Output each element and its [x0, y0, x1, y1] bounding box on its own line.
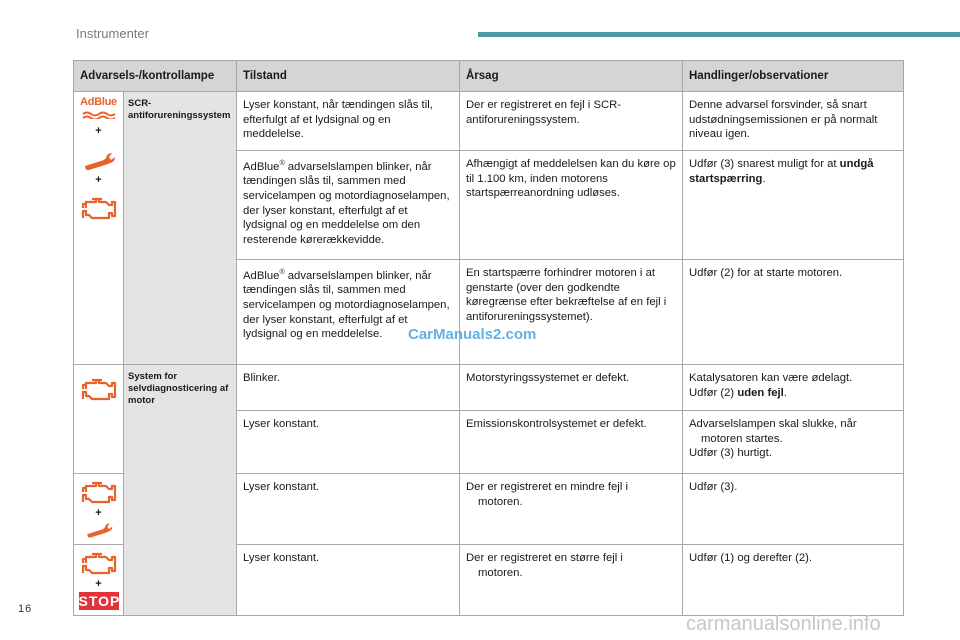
section-title: Instrumenter	[76, 26, 149, 41]
major-fault-icons-cell	[74, 545, 124, 616]
page-number: 16	[18, 603, 33, 615]
cell-arsag: En startspærre forhindrer motoren i at genstarte (over den godkendte køregrænse efter bekræftelse af en fejl i antiforureningssystemet).	[460, 260, 683, 365]
col-header-tilstand: Tilstand	[237, 61, 460, 92]
wrench-icon	[82, 149, 116, 173]
cell-tilstand: AdBlue® advarselslampen blinker, når tændingen slås til, sammen med servicelampen og motordiagnoselampen, der lyser konstant, efterfulgt af et lydsignal og en meddelelse om den resterende kørerækkevidde.	[237, 150, 460, 259]
engine-icon	[81, 480, 117, 506]
stop-icon: STOP	[78, 593, 121, 609]
cell-handling: Katalysatoren kan være ødelagt. Udfør (2) uden fejl.	[683, 365, 904, 411]
cell-handling: Udfør (1) og derefter (2).	[683, 545, 904, 616]
lamp-name-diag: System for selvdiagnosticering af motor	[124, 365, 237, 616]
col-header-lampe: Advarsels-/kontrollampe	[74, 61, 237, 92]
table-row	[74, 92, 904, 151]
cell-arsag: Motorstyringssystemet er defekt.	[460, 365, 683, 411]
cell-tilstand: Lyser konstant.	[237, 411, 460, 474]
cell-handling: Udfør (3) snarest muligt for at undgå startspærring.	[683, 150, 904, 259]
engine-icon	[81, 196, 117, 222]
cell-tilstand: Lyser konstant, når tændingen slås til, efterfulgt af et lydsignal og en meddelelse.	[237, 92, 460, 151]
cell-handling: Udfør (3).	[683, 474, 904, 545]
cell-handling: Udfør (2) for at starte motoren.	[683, 260, 904, 365]
engine-icon	[81, 377, 117, 403]
plus-sign: +	[95, 173, 102, 186]
cell-handling: Advarselslampen skal slukke, når motoren startes. Udfør (3) hurtigt.	[683, 411, 904, 474]
cell-arsag: Der er registreret en mindre fejl i motoren.	[460, 474, 683, 545]
plus-sign: +	[95, 578, 102, 590]
cell-tilstand: AdBlue® advarselslampen blinker, når tændingen slås til, sammen med servicelampen og motordiagnoselampen, der lyser konstant, efterfulgt af et lydsignal og en meddelelse.	[237, 260, 460, 365]
cell-handling: Denne advarsel forsvinder, så snart udstødningsemissionen er på normalt niveau igen.	[683, 92, 904, 151]
plus-sign: +	[95, 507, 102, 519]
minor-fault-icons-cell	[74, 474, 124, 545]
plus-sign: +	[95, 124, 102, 137]
diag-icons-cell	[74, 365, 124, 474]
engine-icon	[81, 551, 117, 577]
col-header-handlinger: Handlinger/observationer	[683, 61, 904, 92]
adblue-icon: AdBlue	[77, 96, 121, 124]
header-accent-bar	[478, 32, 960, 37]
table-header-row	[74, 61, 904, 92]
lamp-name-scr: SCR-antiforureningssystem	[124, 92, 237, 365]
cell-arsag: Der er registreret en større fejl i motoren.	[460, 545, 683, 616]
wrench-icon	[82, 520, 116, 540]
footer-site-mark: carmanualsonline.info	[686, 613, 881, 635]
cell-tilstand: Lyser konstant.	[237, 474, 460, 545]
cell-arsag: Afhængigt af meddelelsen kan du køre op til 1.100 km, inden motorens startspærreanordning udløses.	[460, 150, 683, 259]
watermark: CarManuals2.com	[408, 326, 537, 343]
cell-tilstand: Blinker.	[237, 365, 460, 411]
cell-arsag: Emissionskontrolsystemet er defekt.	[460, 411, 683, 474]
cell-tilstand: Lyser konstant.	[237, 545, 460, 616]
table-row	[74, 365, 904, 411]
cell-arsag: Der er registreret en fejl i SCR-antiforureningssystem.	[460, 92, 683, 151]
col-header-arsag: Årsag	[460, 61, 683, 92]
scr-icons-cell	[74, 92, 124, 365]
